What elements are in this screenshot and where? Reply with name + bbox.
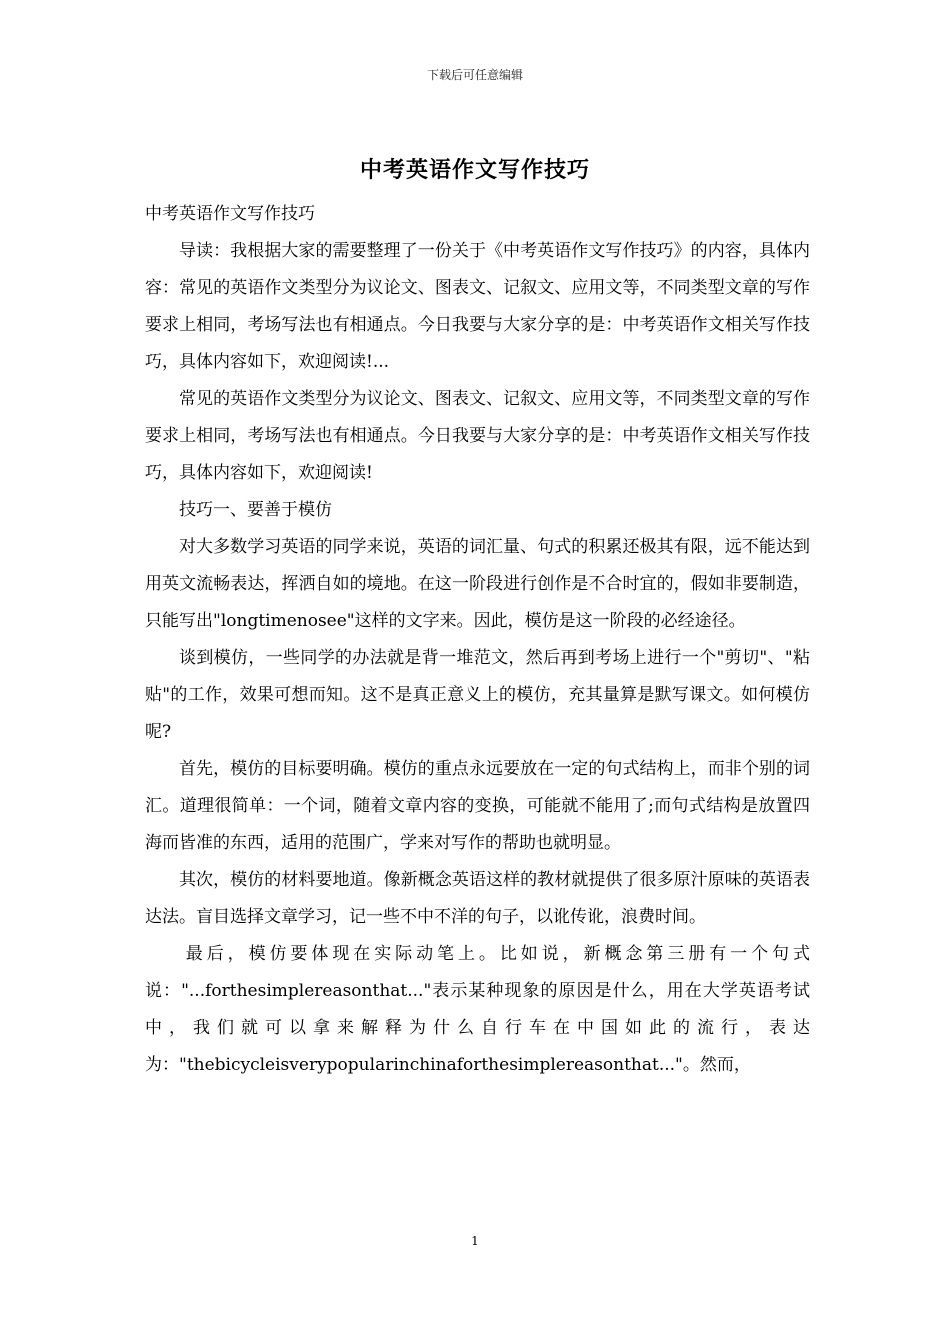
intro-paragraph: 导读：我根据大家的需要整理了一份关于《中考英语作文写作技巧》的内容，具体内容：常见的英语作文类型分为议论文、图表文、记叙文、应用文等，不同类型文章的写作要求上相同，考场写法也有相通点。今日我要与大家分享的是：中考英语作文相关写作技巧，具体内容如下，欢迎阅读!... [145,241,810,372]
page-number: 1 [471,1234,479,1248]
body-paragraph: 首先，模仿的目标要明确。模仿的重点永远要放在一定的句式结构上，而非个别的词汇。道理很简单：一个词，随着文章内容的变换，可能就不能用了;而句式结构是放置四海而皆准的东西，适用的范围广，学来对写作的帮助也就明显。 [145,759,810,853]
body-paragraph: 谈到模仿，一些同学的办法就是背一堆范文，然后再到考场上进行一个"剪切"、"粘贴"的工作，效果可想而知。这不是真正意义上的模仿，充其量算是默写课文。如何模仿呢? [145,648,810,742]
body-paragraph: 对大多数学习英语的同学来说，英语的词汇量、句式的积累还极其有限，远不能达到用英文流畅表达，挥洒自如的境地。在这一阶段进行创作是不合时宜的，假如非要制造，只能写出"longtimenosee"这样的文字来。因此，模仿是这一阶段的必经途径。 [145,537,810,631]
body-paragraph: 最后，模仿要体现在实际动笔上。比如说，新概念第三册有一个句式说："...forthesimplereasonthat..."表示某种现象的原因是什么，用在大学英语考试中，我们就可以拿来解释为什么自行车在中国如此的流行，表达为："thebicycleisverypopularinchinaforthesimplereasonthat..."。然而， [145,944,810,1075]
document-body [145,196,810,1084]
section-heading: 技巧一、要善于模仿 [179,500,332,520]
document-title: 中考英语作文写作技巧 [359,157,590,183]
body-paragraph: 其次，模仿的材料要地道。像新概念英语这样的教材就提供了很多原汁原味的英语表达法。盲目选择文章学习，记一些不中不洋的句子，以讹传讹，浪费时间。 [145,870,810,927]
page-header: 下载后可任意编辑 [426,68,523,82]
body-paragraph: 常见的英语作文类型分为议论文、图表文、记叙文、应用文等，不同类型文章的写作要求上相同，考场写法也有相通点。今日我要与大家分享的是：中考英语作文相关写作技巧，具体内容如下，欢迎阅读! [145,389,810,483]
subtitle-paragraph: 中考英语作文写作技巧 [145,204,315,224]
